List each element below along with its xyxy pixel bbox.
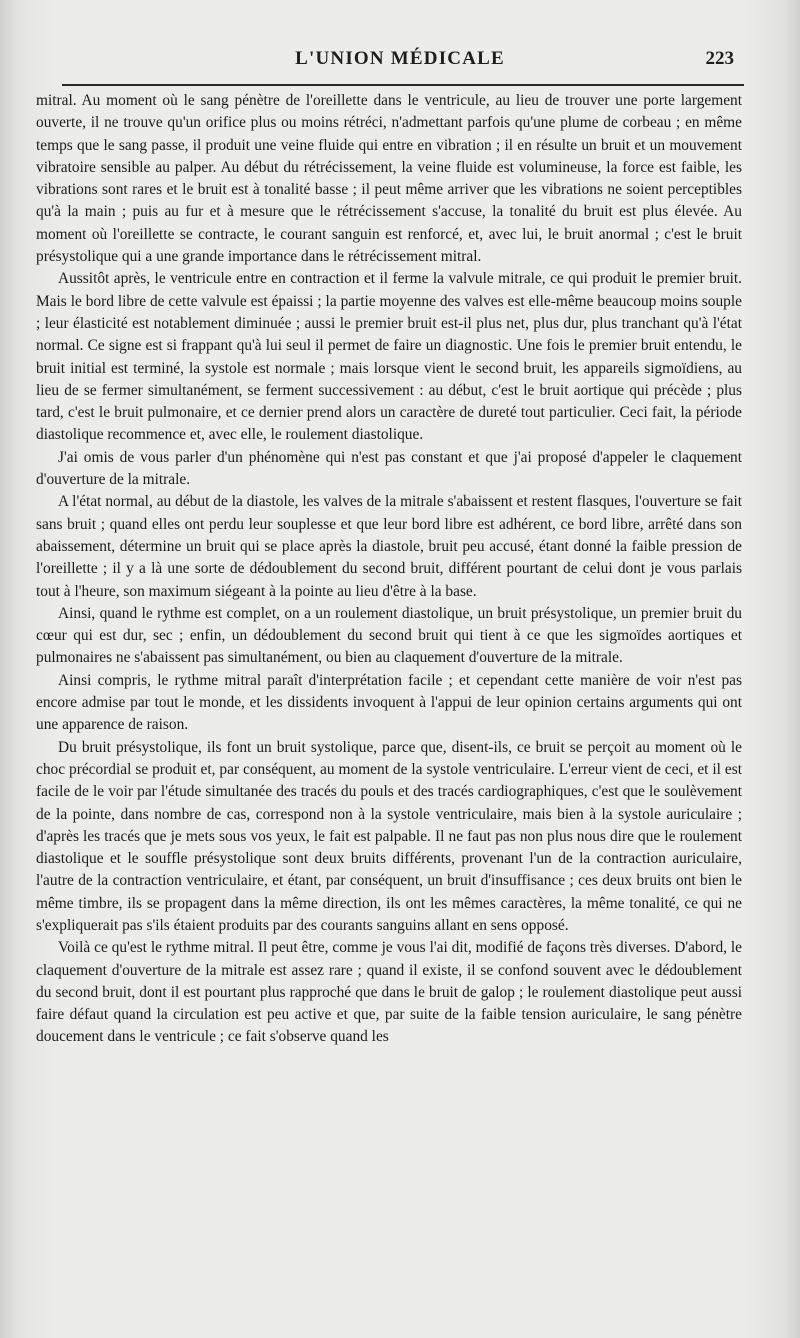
paragraph: A l'état normal, au début de la diastole, les valves de la mitrale s'abaissent et restent flasques, l'ouverture se fait sans bruit ; quand elles ont perdu leur souplesse et que leur bord libre est adhérent, ce bord libre, arrêté dans son abaissement, détermine un bruit qui se place après la diastole, bruit peu accusé, étant donné la faible pression de l'oreillette ; il y a là une sorte de dédoublement du second bruit, différent pourtant de celui dont je vous parlais tout à l'heure, son maximum siégeant à la pointe au lieu d'être à la base.	[36, 493, 742, 600]
paragraph: Aussitôt après, le ventricule entre en contraction et il ferme la valvule mitrale, ce qui produit le premier bruit. Mais le bord libre de cette valvule est épaissi ; la partie moyenne des valves est elle-même beaucoup moins souple ; leur élasticité est notablement diminuée ; aussi le premier bruit est-il plus net, plus dur, plus tranchant qu'à l'état normal. Ce signe est si frappant qu'à lui seul il permet de faire un diagnostic. Une fois le premier bruit entendu, le bruit initial est terminé, la systole est normale ; mais lorsque vient le second bruit, les appareils sigmoïdiens, au lieu de se fermer simultanément, se ferment successivement : au début, c'est le bruit aortique qui précède ; plus tard, c'est le bruit pulmonaire, et ce dernier prend alors un caractère de dureté tout particulier. Ceci fait, la période diastolique recommence et, avec elle, le roulement diastolique.	[36, 270, 742, 444]
paragraph: J'ai omis de vous parler d'un phénomène qui n'est pas constant et que j'ai proposé d'appeler le claquement d'ouverture de la mitrale.	[36, 448, 742, 489]
paragraph: mitral. Au moment où le sang pénètre de l'oreillette dans le ventricule, au lieu de trouver une porte largement ouverte, il ne trouve qu'un orifice plus ou moins rétréci, n'admettant parfois qu'une plume de corbeau ; en même temps que le sang passe, il produit une veine fluide qui entre en vibration ; il en résulte un bruit et un mouvement vibratoire sensible au palper. Au début du rétrécissement, la veine fluide est volumineuse, la force est faible, les vibrations sont rares et le bruit est à tonalité basse ; il peut même arriver que les vibrations ne soient perceptibles qu'à la main ; puis au fur et à mesure que le rétrécissement s'accuse, la tonalité du bruit est plus élevée. Au moment où l'oreillette se contracte, le courant sanguin est renforcé, et, avec lui, le bruit anormal ; c'est le bruit présystolique qui a une grande importance dans le rétrécissement mitral.	[36, 92, 742, 266]
paragraph: Ainsi, quand le rythme est complet, on a un roulement diastolique, un bruit présystolique, un premier bruit du cœur qui est dur, sec ; enfin, un dédoublement du second bruit qui tient à ce que les sigmoïdes aortiques et pulmonaires ne s'abaissent pas simultanément, ou bien au claquement d'ouverture de la mitrale.	[36, 604, 742, 667]
journal-title: L'UNION MÉDICALE	[295, 48, 505, 69]
paragraph: Du bruit présystolique, ils font un bruit systolique, parce que, disent-ils, ce bruit se perçoit au moment où le choc précordial se produit et, par conséquent, au moment de la systole ventriculaire. L'erreur vient de ceci, et il est facile de le voir par l'étude simultanée des tracés du pouls et des tracés cardiographiques, c'est que le soulèvement de la pointe, dans nombre de cas, correspond non à la systole ventriculaire, mais bien à la systole auriculaire ; d'après les tracés que je mets sous vos yeux, le fait est palpable. Il ne faut pas non plus nous dire que le roulement diastolique et le souffle présystolique sont deux bruits différents, provenant l'un de la contraction auriculaire, l'autre de la contraction ventriculaire, et étant, par conséquent, un bruit d'insuffisance ; ces deux bruits ont bien le même timbre, ils se propagent dans la même direction, ils ont les mêmes caractères, la même tonalité, ce qui ne s'expliquerait pas s'ils étaient produits par des courants sanguins allant en sens opposé.	[36, 738, 742, 934]
paragraph: Voilà ce qu'est le rythme mitral. Il peut être, comme je vous l'ai dit, modifié de façons très diverses. D'abord, le claquement d'ouverture de la mitrale est assez rare ; quand il existe, il se confond souvent avec le dédoublement du second bruit, dont il est pourtant plus rapproché que dans le bruit de galop ; le roulement diastolique peut aussi faire défaut quand la circulation est peu active et que, par suite de la faible tension auriculaire, le sang pénètre doucement dans le ventricule ; ce fait s'observe quand les	[36, 939, 742, 1046]
paragraph: Ainsi compris, le rythme mitral paraît d'interprétation facile ; et cependant cette manière de voir n'est pas encore admise par tout le monde, et les dissidents invoquent à l'appui de leur opinion certains arguments qui ont une apparence de raison.	[36, 671, 742, 734]
article-body	[36, 90, 742, 1049]
header-rule	[62, 84, 744, 86]
page-number: 223	[705, 48, 734, 69]
running-header	[0, 48, 800, 78]
